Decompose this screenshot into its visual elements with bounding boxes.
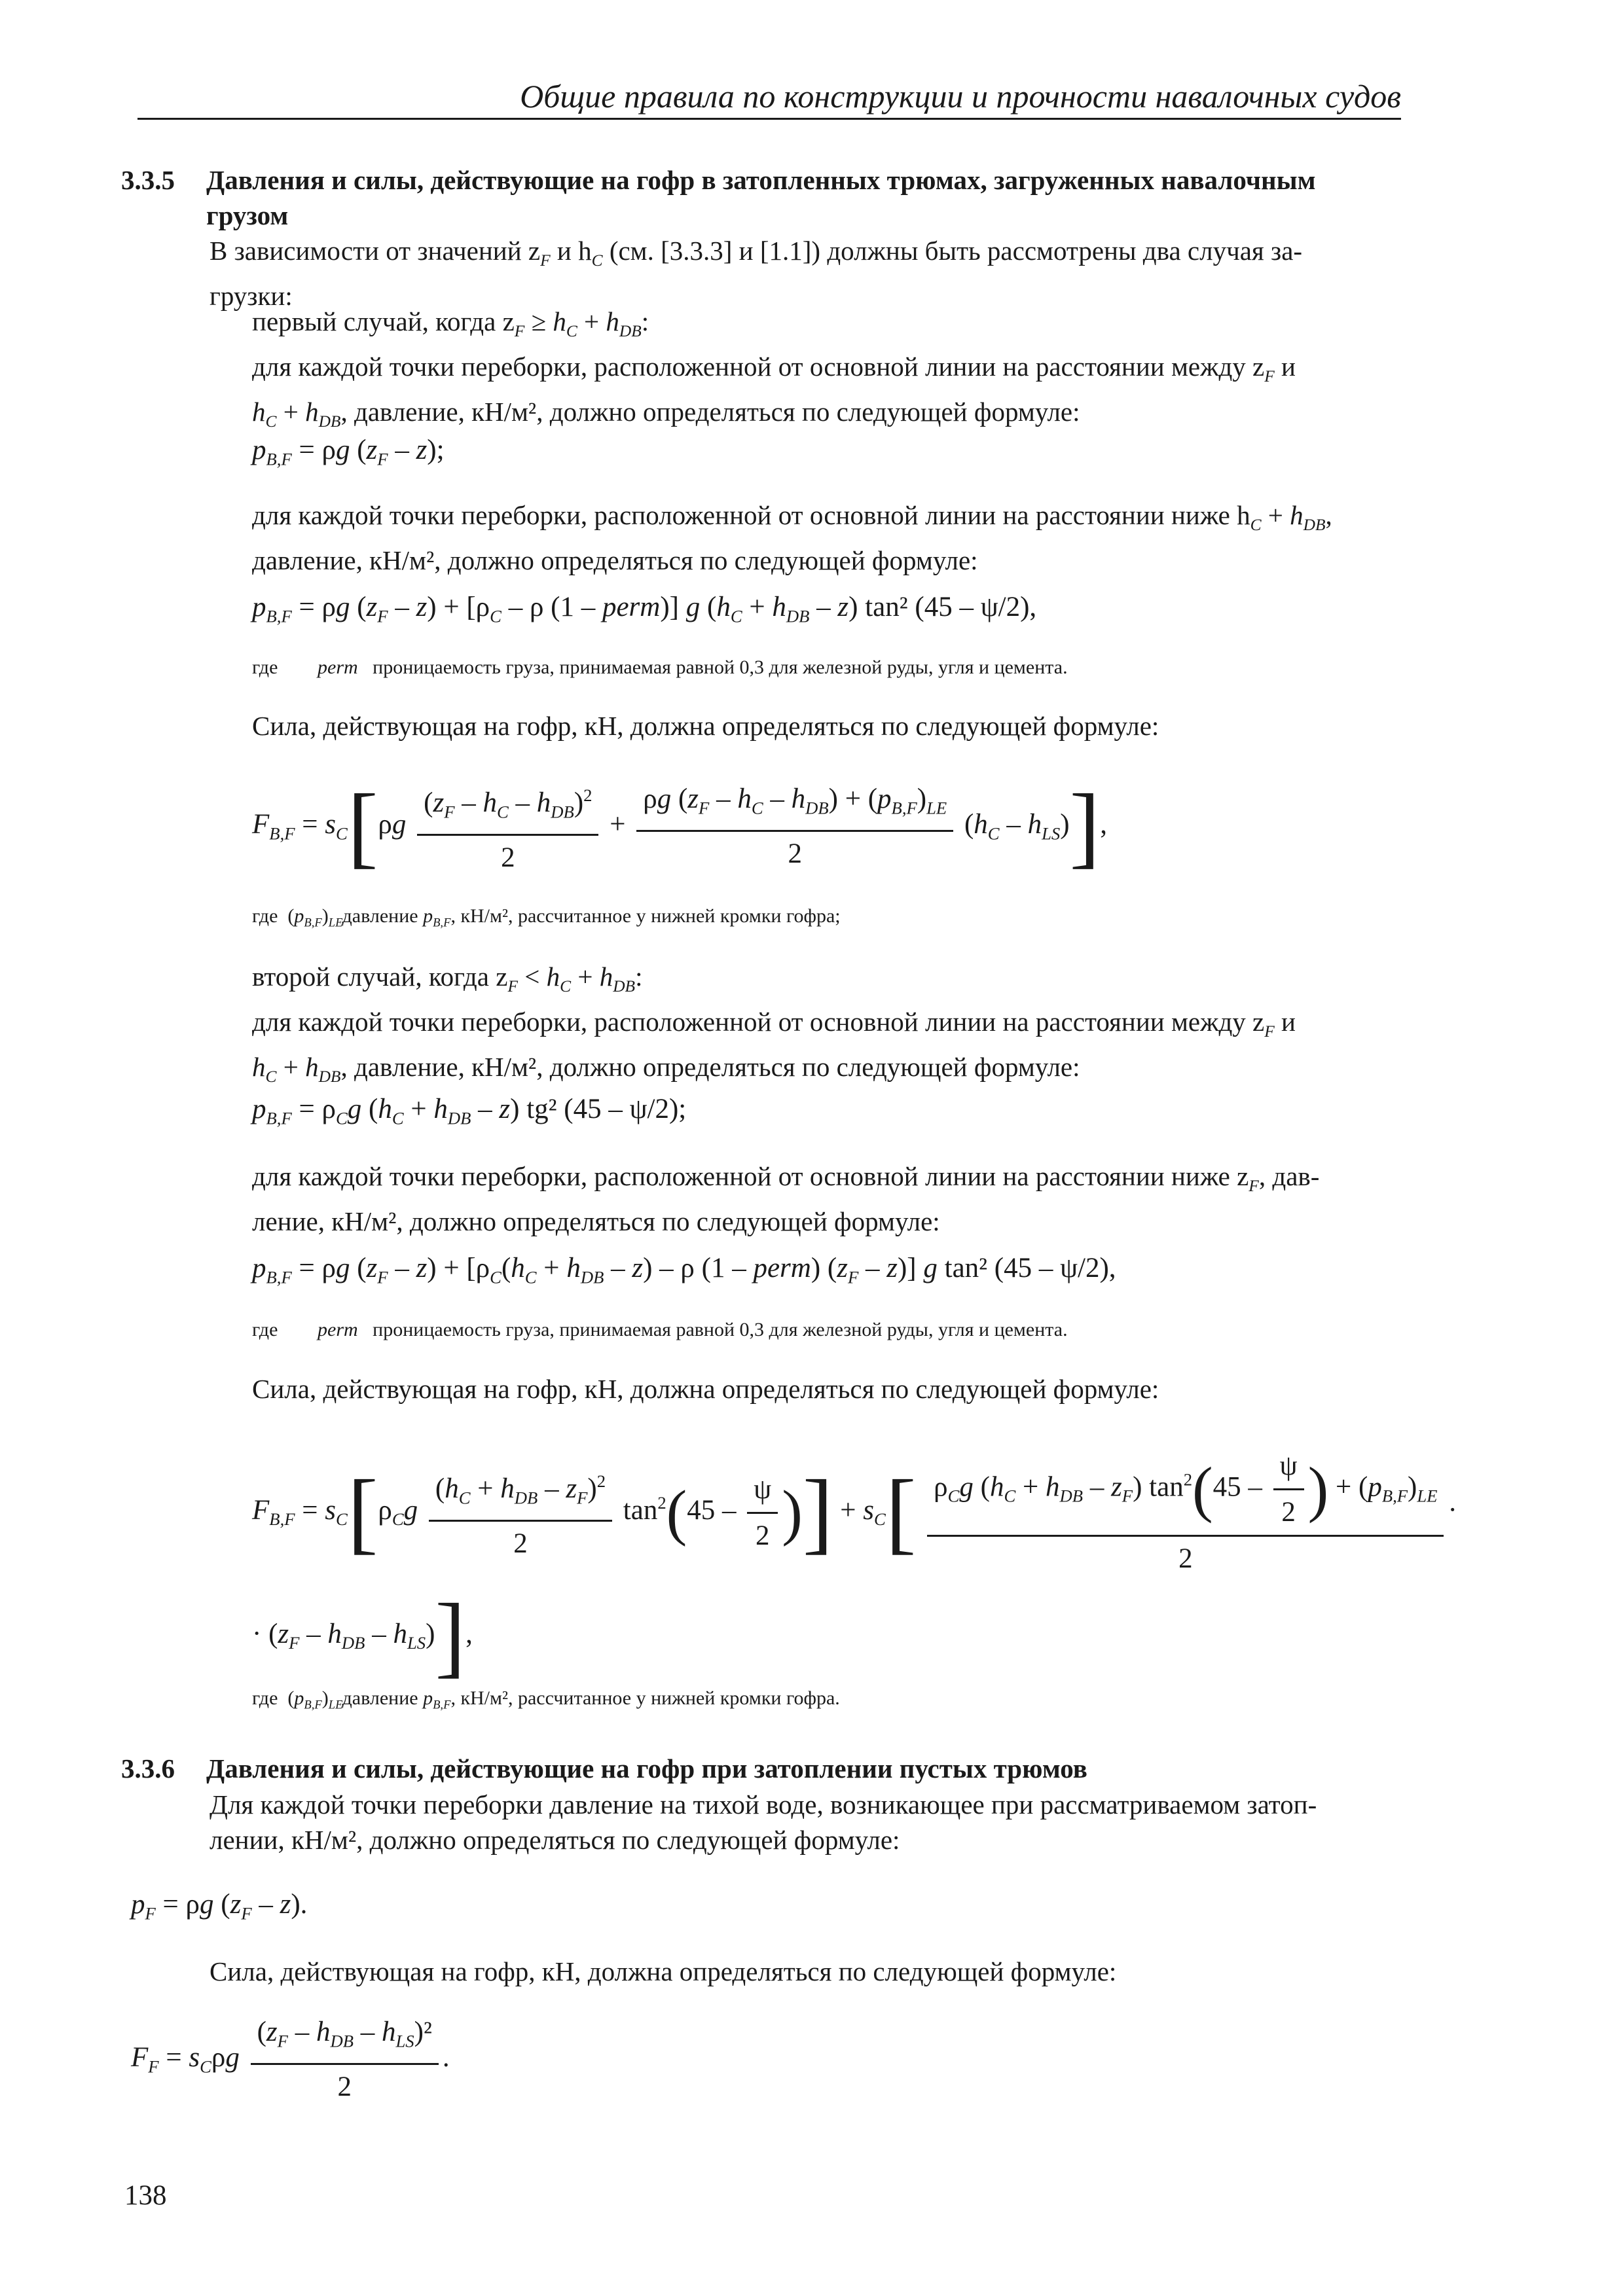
formula-pbf-4: $p_{B,F} = \rho g$ $(z_F - z) + [\rho_C(h_C + h_{DB} - z) - \rho$ (1 – perm) $(z_F - z)$] g tan² (45 – ψ/2), — [252, 1253, 1116, 1287]
formula-pf: $p_F = \rho g$ $(z_F - z)$. — [131, 1889, 308, 1924]
below-paragraph-2: для каждой точки переборки, расположенной от основной линии на расстоянии ниже $z_F$, дав- ление, кН/м², должно определяться по следующей формуле: — [252, 1161, 1320, 1236]
section-number: 3.3.6 — [121, 1753, 175, 1784]
note-ple-1: где $(p_{B,F})_{LE}$ давление $p_{B,F}$, кН/м², рассчитанное у нижней кромки гофра; — [252, 905, 841, 930]
formula-fbf-1: $F_{B,F} = s_C[\rho g$ $\frac{(z_F - h_C - h_{DB})^2}{2}$ + $\frac{\rho g (z_F - h_C - h_{DB}) + (p_{B,F})_{LE}}{2}$ $(h_C - h_{LS})$], — [252, 776, 1107, 878]
formula-ff: $F_F = s_C\rho g$ $\frac{(z_F - h_{DB} - h_{LS})^2}{2}$ . — [131, 2013, 450, 2107]
note-perm-2: где perm проницаемость груза, принимаемая равной 0,3 для железной руды, угля и цемента. — [252, 1319, 1068, 1340]
formula-pbf-1: $p_{B,F} = \rho g$ $(z_F - z)$; — [252, 435, 445, 469]
section-title-3-3-5 — [121, 162, 1316, 233]
running-header: Общие правила по конструкции и прочности навалочных судов — [520, 78, 1401, 115]
page-number: 138 — [124, 2180, 167, 2211]
formula-fbf-2-cont: · $(z_F - h_{DB} - h_{LS})$], — [252, 1585, 473, 1687]
note-perm-1: где perm проницаемость груза, принимаемая равной 0,3 для железной руды, угля и цемента. — [252, 656, 1068, 678]
formula-pbf-3: $p_{B,F} = \rho_Cg$ $(h_C + h_{DB} - z)$ tg² (45 – ψ/2); — [252, 1094, 687, 1128]
force-intro-3: Сила, действующая на гофр, кН, должна определяться по следующей формуле: — [210, 1956, 1117, 1986]
formula-fbf-2: $F_{B,F} = s_C[\rho_Cg$ $\frac{(h_C + h_{DB} - z_F)^2}{2}$ $\tan^2(45$ – $\frac{\psi}{2}$ )] + $s_C$[ $\rho_Cg$ $(h_C + h_{DB} - z_F)$ $\tan^2(45$ – $\frac{\psi}{2}$ ) + $(p_{B,F})_{LE}$ 2 · — [252, 1446, 1457, 1579]
force-intro-2: Сила, действующая на гофр, кН, должна определяться по следующей формуле: — [252, 1374, 1159, 1404]
force-intro-1: Сила, действующая на гофр, кН, должна определяться по следующей формуле: — [252, 711, 1159, 741]
section-title-text: Давления и силы, действующие на гофр при затоплении пустых трюмов — [206, 1753, 1087, 1784]
formula-pbf-2: $p_{B,F} = \rho g$ $(z_F - z) + [\rho_C - \rho$ (1 – perm)] g $(h_C + h_{DB} - z)$ tan² (45 – ψ/2), — [252, 592, 1037, 626]
section-title-3-3-6 — [121, 1751, 1087, 1786]
section-title-line1: Давления и силы, действующие на гофр в затопленных трюмах, загруженных навалочным — [206, 165, 1316, 195]
header-rule — [137, 118, 1401, 120]
case1-paragraph: первый случай, когда $z_F \ge h_C + h_{DB}$: для каждой точки переборки, расположенной от основной линии на расстоянии между $z_F$ и $h_C + h_{DB}$, давление, кН/м², должно определяться по следующей формуле: — [252, 306, 1296, 431]
section-title-line2: грузом — [206, 200, 289, 230]
section-number: 3.3.5 — [121, 165, 175, 195]
below-paragraph-1: для каждой точки переборки, расположенной от основной линии на расстоянии ниже $h_C + h_{DB}$, давление, кН/м², должно определяться по следующей формуле: — [252, 500, 1332, 575]
intro-paragraph: В зависимости от значений $z_F$ и $h_C$ (см. [3.3.3] и [1.1]) должны быть рассмотрены два случая за- грузки: — [210, 236, 1303, 311]
s336-paragraph: Для каждой точки переборки давление на тихой воде, возникающее при рассматриваемом затоп- лении, кН/м², должно определяться по следующей формуле: — [210, 1789, 1317, 1855]
note-ple-2: где $(p_{B,F})_{LE}$ давление $p_{B,F}$, кН/м², рассчитанное у нижней кромки гофра. — [252, 1687, 840, 1712]
case2-paragraph: второй случай, когда $z_F < h_C + h_{DB}$: для каждой точки переборки, расположенной от основной линии на расстоянии между $z_F$ и $h_C + h_{DB}$, давление, кН/м², должно определяться по следующей формуле: — [252, 961, 1296, 1086]
